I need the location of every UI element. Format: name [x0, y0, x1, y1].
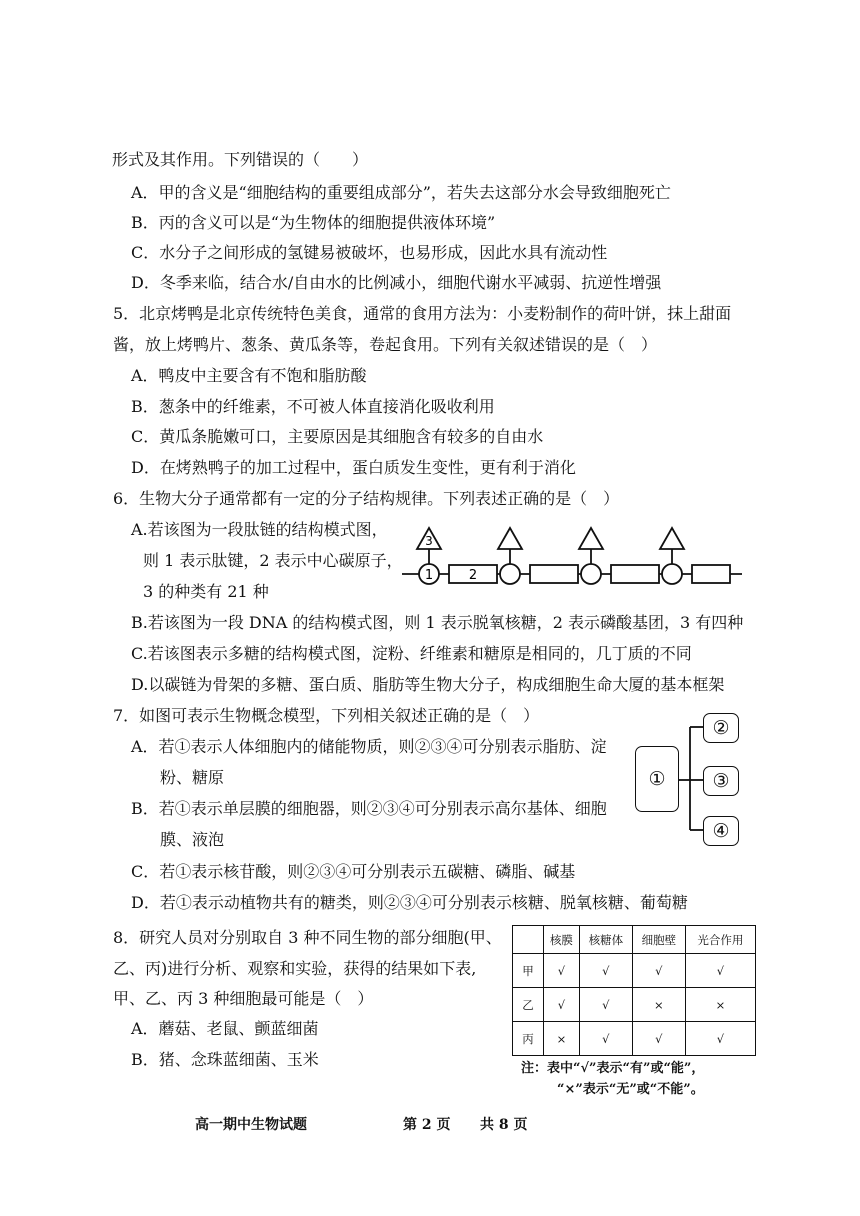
table-header-cell [513, 926, 544, 954]
label-1: 1 [424, 568, 434, 583]
table-header-cell: 核糖体 [579, 926, 632, 954]
footer-page-number: 第 2 页 [403, 1117, 451, 1133]
q6-option-a-line2: 则 1 表示肽键，2 表示中心碳原子， [143, 551, 403, 570]
q4-option-a: A．甲的含义是“细胞结构的重要组成部分”，若失去这部分水会导致细胞死亡 [131, 183, 671, 202]
table-cell: √ [579, 988, 632, 1022]
q6-option-a-line1: A.若该图为一段肽链的结构模式图， [131, 520, 388, 539]
q6-option-c: C.若该图表示多糖的结构模式图，淀粉、纤维素和糖原是相同的，几丁质的不同 [131, 644, 692, 663]
q8-option-a: A．蘑菇、老鼠、颤蓝细菌 [131, 1019, 319, 1038]
concept-box-3: ③ [703, 766, 739, 796]
table-note-line1: 注：表中“√”表示“有”或“能”， [521, 1061, 705, 1076]
q6-stem: 6．生物大分子通常都有一定的分子结构规律。下列表述正确的是（ ） [113, 489, 620, 508]
concept-box-4: ④ [703, 816, 739, 846]
footer-total-pages: 共 8 页 [480, 1117, 528, 1133]
table-cell: √ [579, 954, 632, 988]
table-cell: 甲 [513, 954, 544, 988]
q7-option-c: C．若①表示核苷酸，则②③④可分别表示五碳糖、磷脂、碱基 [131, 862, 576, 881]
q4-option-c: C．水分子之间形成的氢键易被破坏，也易形成，因此水具有流动性 [131, 243, 608, 262]
q8-stem-line3: 甲、乙、丙 3 种细胞最可能是（ ） [113, 989, 374, 1008]
q8-option-b: B．猪、念珠蓝细菌、玉米 [131, 1050, 319, 1069]
table-header-row [513, 926, 756, 954]
table-cell: √ [632, 954, 685, 988]
table-note-line2: “×”表示“无”或“不能”。 [557, 1082, 704, 1097]
label-3: 3 [425, 534, 433, 548]
table-header-cell: 核膜 [544, 926, 580, 954]
table-row [513, 1022, 756, 1056]
q8-stem-line1: 8．研究人员对分别取自 3 种不同生物的部分细胞(甲、 [113, 928, 502, 947]
table-cell: √ [685, 954, 755, 988]
q4-option-d: D．冬季来临，结合水/自由水的比例减小，细胞代谢水平减弱、抗逆性增强 [131, 273, 662, 292]
q7-option-a-line2: 粉、糖原 [160, 768, 225, 787]
q8-stem-line2: 乙、丙)进行分析、观察和实验，获得的结果如下表, [113, 959, 477, 978]
q5-stem-line2: 酱，放上烤鸭片、葱条、黄瓜条等，卷起食用。下列有关叙述错误的是（ ） [113, 335, 658, 354]
concept-box-1: ① [635, 746, 679, 812]
table-cell: √ [632, 1022, 685, 1056]
table-header-cell: 细胞壁 [632, 926, 685, 954]
q5-stem-line1: 5．北京烤鸭是北京传统特色美食，通常的食用方法为：小麦粉制作的荷叶饼，抹上甜面 [113, 304, 732, 323]
q5-option-b: B．葱条中的纤维素，不可被人体直接消化吸收利用 [131, 397, 495, 416]
q5-option-a: A．鸭皮中主要含有不饱和脂肪酸 [131, 366, 367, 385]
q7-option-a-line1: A．若①表示人体细胞内的储能物质，则②③④可分别表示脂肪、淀 [131, 737, 607, 756]
q7-option-b-line2: 膜、液泡 [160, 830, 225, 849]
q7-option-d: D．若①表示动植物共有的糖类，则②③④可分别表示核糖、脱氧核糖、葡萄糖 [131, 893, 688, 912]
table-cell: 丙 [513, 1022, 544, 1056]
q5-option-c: C．黄瓜条脆嫩可口，主要原因是其细胞含有较多的自由水 [131, 427, 544, 446]
table-row [513, 954, 756, 988]
q5-option-d: D．在烤熟鸭子的加工过程中，蛋白质发生变性，更有利于消化 [131, 458, 576, 477]
table-row [513, 988, 756, 1022]
footer-title: 高一期中生物试题 [195, 1117, 307, 1133]
q4-stem: 形式及其作用。下列错误的（ ） [112, 150, 369, 169]
table-header-cell: 光合作用 [685, 926, 755, 954]
q6-option-b: B.若该图为一段 DNA 的结构模式图，则 1 表示脱氧核糖，2 表示磷酸基团，3 有四种 [131, 613, 744, 632]
table-cell: √ [579, 1022, 632, 1056]
table-cell: × [685, 988, 755, 1022]
table-cell: 乙 [513, 988, 544, 1022]
q7-stem: 7．如图可表示生物概念模型，下列相关叙述正确的是（ ） [113, 706, 540, 725]
q4-option-b: B．丙的含义可以是“为生物体的细胞提供液体环境” [131, 213, 496, 232]
table-cell: √ [544, 954, 580, 988]
label-2: 2 [468, 568, 478, 583]
table-cell: √ [685, 1022, 755, 1056]
table-cell: × [544, 1022, 580, 1056]
table-cell: × [632, 988, 685, 1022]
q6-option-d: D.以碳链为骨架的多糖、蛋白质、脂肪等生物大分子，构成细胞生命大厦的基本框架 [131, 675, 725, 694]
concept-box-2: ② [703, 713, 739, 743]
table-cell: √ [544, 988, 580, 1022]
molecule-chain-diagram [400, 520, 750, 590]
cell-feature-table [512, 925, 756, 1056]
q6-option-a-line3: 3 的种类有 21 种 [143, 582, 269, 601]
q7-option-b-line1: B．若①表示单层膜的细胞器，则②③④可分别表示高尔基体、细胞 [131, 799, 607, 818]
